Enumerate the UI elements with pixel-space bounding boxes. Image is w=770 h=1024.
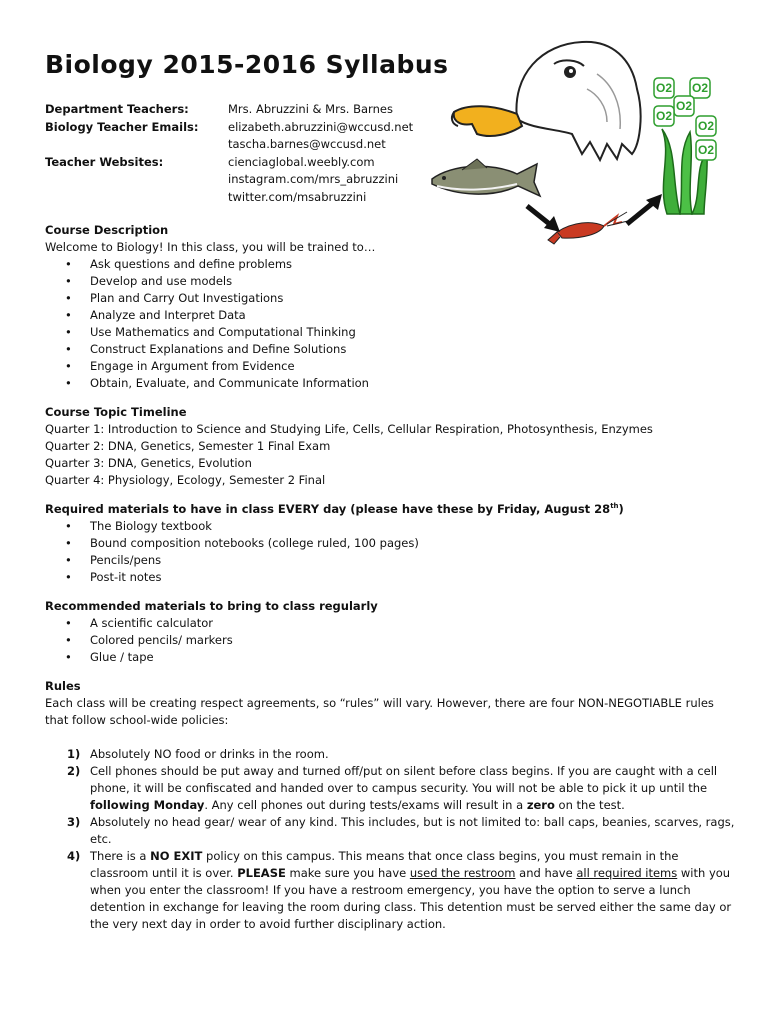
list-item: • A scientific calculator	[45, 615, 735, 632]
o2-bubble-icon	[674, 96, 694, 116]
list-item: 1) Absolutely NO food or drinks in the room.	[67, 747, 329, 761]
required-materials-list	[45, 518, 735, 586]
rule-number: 3)	[67, 815, 81, 829]
o2-bubble-icon	[654, 78, 674, 98]
list-item: 2) Cell phones should be put away and turned off/put on silent before class begins. If you are caught with a cell phone, it will be confiscated and handed over to campus security. You will not be able to pick it up until the following Monday. Any cell phones out during tests/exams will result in a zero on the test.	[67, 764, 718, 812]
list-item: • Plan and Carry Out Investigations	[45, 290, 735, 307]
teacher-website-2: instagram.com/mrs_abruzzini	[228, 172, 399, 186]
page-title: Biology 2015-2016 Syllabus	[45, 50, 449, 79]
timeline-quarter-2: Quarter 2: DNA, Genetics, Semester 1 Final Exam	[45, 439, 331, 453]
list-item: • Obtain, Evaluate, and Communicate Information	[45, 375, 735, 392]
list-item: • Engage in Argument from Evidence	[45, 358, 735, 375]
course-description-list	[45, 256, 735, 392]
list-item: 4) There is a NO EXIT policy on this campus. This means that once class begins, you must remain in the classroom until it is over. PLEASE make sure you have used the restroom and have all required items with you when you enter the classroom! If you have a restroom emergency, you have the option to serve a lunch detention in exchange for leaving the room during class. This detention must be served either the same day or the very next day in order to avoid further disciplinary action.	[67, 849, 732, 931]
teacher-info	[45, 101, 448, 206]
teacher-website-3: twitter.com/msabruzzini	[228, 189, 367, 204]
course-description-intro: Welcome to Biology! In this class, you will be trained to…	[45, 240, 376, 254]
teacher-emails-label: Biology Teacher Emails:	[45, 119, 199, 134]
timeline-section	[45, 404, 735, 489]
timeline-heading: Course Topic Timeline	[45, 405, 187, 419]
rules-section	[45, 678, 735, 933]
teacher-website-1: cienciaglobal.weebly.com	[228, 154, 375, 169]
course-description-section	[45, 222, 735, 392]
teacher-websites-label: Teacher Websites:	[45, 154, 164, 169]
timeline-quarter-4: Quarter 4: Physiology, Ecology, Semester 2 Final	[45, 473, 326, 487]
o2-bubble-icon	[696, 140, 716, 160]
rule-number: 1)	[67, 747, 81, 761]
rules-list	[45, 746, 735, 933]
svg-text:O2: O2	[697, 143, 715, 157]
rules-intro: Each class will be creating respect agreements, so “rules” will vary. However, there are four NON-NEGOTIABLE rules that follow school-wide policies:	[45, 696, 714, 727]
food-web-illustration	[422, 34, 727, 246]
department-teachers-value: Mrs. Abruzzini & Mrs. Barnes	[228, 102, 393, 116]
o2-bubble-icon	[696, 116, 716, 136]
required-materials-heading: Required materials to have in class EVERY day (please have these by Friday, August 28th)	[45, 502, 624, 516]
list-item: • Use Mathematics and Computational Thinking	[45, 324, 735, 341]
list-item: • The Biology textbook	[45, 518, 735, 535]
teacher-email-2: tascha.barnes@wccusd.net	[228, 137, 386, 151]
course-description-heading: Course Description	[45, 223, 169, 237]
teacher-email-1: elizabeth.abruzzini@wccusd.net	[228, 119, 414, 134]
svg-text:O2: O2	[691, 81, 709, 95]
svg-text:O2: O2	[655, 81, 673, 95]
cycle-arrow-icon	[627, 194, 662, 224]
department-teachers-label: Department Teachers:	[45, 102, 189, 116]
list-item: • Develop and use models	[45, 273, 735, 290]
required-materials-section	[45, 501, 735, 586]
fish-icon	[432, 159, 540, 196]
rule-number: 4)	[67, 849, 81, 863]
o2-bubble-icon	[690, 78, 710, 98]
syllabus-content	[45, 222, 735, 933]
list-item: 3) Absolutely no head gear/ wear of any kind. This includes, but is not limited to: ball caps, beanies, scarves, rags, etc.	[67, 815, 735, 846]
rule-number: 2)	[67, 764, 81, 778]
list-item: • Post-it notes	[45, 569, 735, 586]
timeline-quarter-1: Quarter 1: Introduction to Science and Studying Life, Cells, Cellular Respiration, Photosynthesis, Enzymes	[45, 422, 653, 436]
list-item: • Analyze and Interpret Data	[45, 307, 735, 324]
list-item: • Glue / tape	[45, 649, 735, 666]
list-item: • Construct Explanations and Define Solutions	[45, 341, 735, 358]
rules-heading: Rules	[45, 679, 81, 693]
recommended-materials-section	[45, 598, 735, 666]
svg-text:O2: O2	[655, 109, 673, 123]
eagle-head-icon	[452, 42, 641, 160]
recommended-materials-heading: Recommended materials to bring to class regularly	[45, 599, 378, 613]
list-item: • Pencils/pens	[45, 552, 735, 569]
list-item: • Bound composition notebooks (college ruled, 100 pages)	[45, 535, 735, 552]
list-item: • Colored pencils/ markers	[45, 632, 735, 649]
recommended-materials-list	[45, 615, 735, 666]
list-item: • Ask questions and define problems	[45, 256, 735, 273]
o2-bubble-icon	[654, 106, 674, 126]
svg-text:O2: O2	[675, 99, 693, 113]
svg-text:O2: O2	[697, 119, 715, 133]
timeline-quarter-3: Quarter 3: DNA, Genetics, Evolution	[45, 456, 252, 470]
